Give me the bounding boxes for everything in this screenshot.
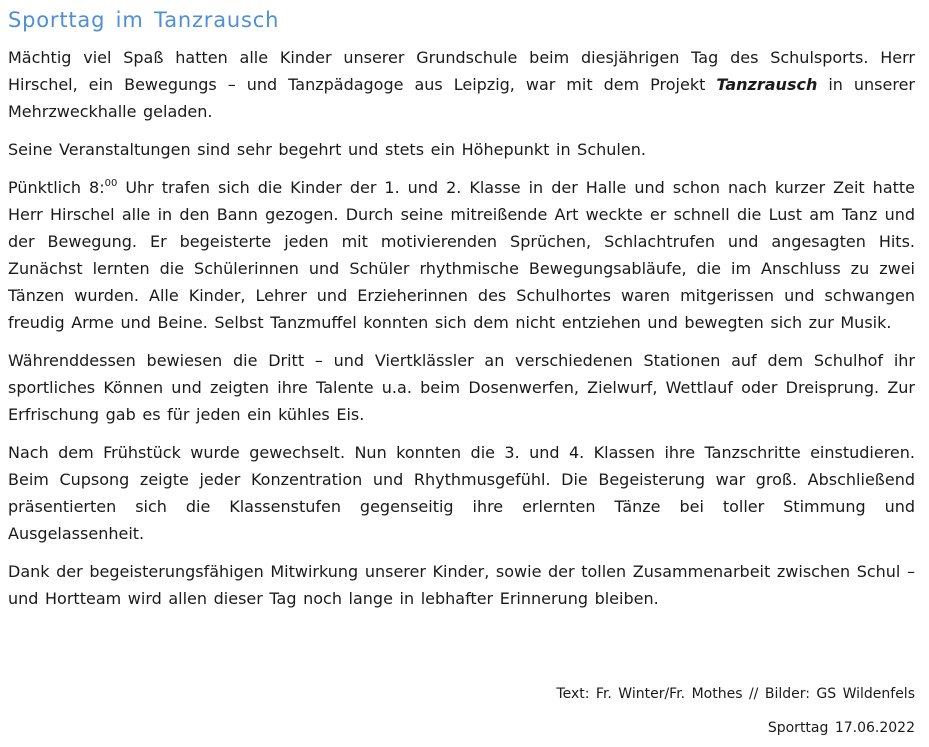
time-minutes: 00 (104, 178, 118, 189)
paragraph-breakfast: Nach dem Frühstück wurde gewechselt. Nun konnten die 3. und 4. Klassen ihre Tanzschritte einstudieren. Beim Cupsong zeigte jeder Konzentration und Rhythmusgefühl. Die Begeisterung war groß. Abschließend präsentierten sich die Klassenstufen gegenseitig ihre erlernten Tänze bei toller Stimmung und Ausgelassenheit. (8, 443, 915, 543)
article-title: Sporttag im Tanzrausch (8, 8, 280, 32)
paragraph-stations: Währenddessen bewiesen die Dritt – und Viertklässler an verschiedenen Stationen auf dem Schulhof ihr sportliches Können und zeigten ihre Talente u.a. beim Dosenwerfen, Zielwurf, Wettlauf oder Dreisprung. Zur Erfrischung gab es für jeden ein kühles Eis. (8, 351, 915, 424)
intro-text-start: Mächtig viel Spaß hatten alle Kinder unserer Grundschule beim diesjährigen Tag des Schulsports. Herr Hirschel, ein Bewegungs – und Tanzpädagoge aus Leipzig, war mit dem Projekt (8, 48, 915, 94)
paragraph-dance (8, 174, 915, 336)
credits-line: Text: Fr. Winter/Fr. Mothes // Bilder: GS Wildenfels (556, 686, 915, 702)
time-text: Pünktlich 8: (8, 178, 105, 197)
paragraph-intro (8, 44, 915, 125)
paragraph-events: Seine Veranstaltungen sind sehr begehrt und stets ein Höhepunkt in Schulen. (8, 140, 646, 159)
paragraph-thanks: Dank der begeisterungsfähigen Mitwirkung unserer Kinder, sowie der tollen Zusammenarbeit zwischen Schul – und Hortteam wird allen dieser Tag noch lange in lebhafter Erinnerung bleiben. (8, 562, 915, 608)
dateline: Sporttag 17.06.2022 (767, 720, 915, 736)
project-name: Tanzrausch (716, 75, 818, 94)
intro-text-end: in unserer Mehrzweckhalle geladen. (8, 75, 915, 121)
dance-text: Uhr trafen sich die Kinder der 1. und 2. Klasse in der Halle und schon nach kurzer Zeit hatte Herr Hirschel alle in den Bann gezogen. Durch seine mitreißende Art weckte er schnell die Lust am Tanz und der Bewegung. Er begeisterte jeden mit motivierenden Sprüchen, Schlachtrufen und angesagten Hits. Zunächst lernten die Schülerinnen und Schüler rhythmische Bewegungsabläufe, die im Anschluss zu zwei Tänzen wurden. Alle Kinder, Lehrer und Erzieherinnen des Schulhortes waren mitgerissen und schwangen freudig Arme und Beine. Selbst Tanzmuffel konnten sich dem nicht entziehen und bewegten sich zur Musik. (8, 178, 916, 332)
